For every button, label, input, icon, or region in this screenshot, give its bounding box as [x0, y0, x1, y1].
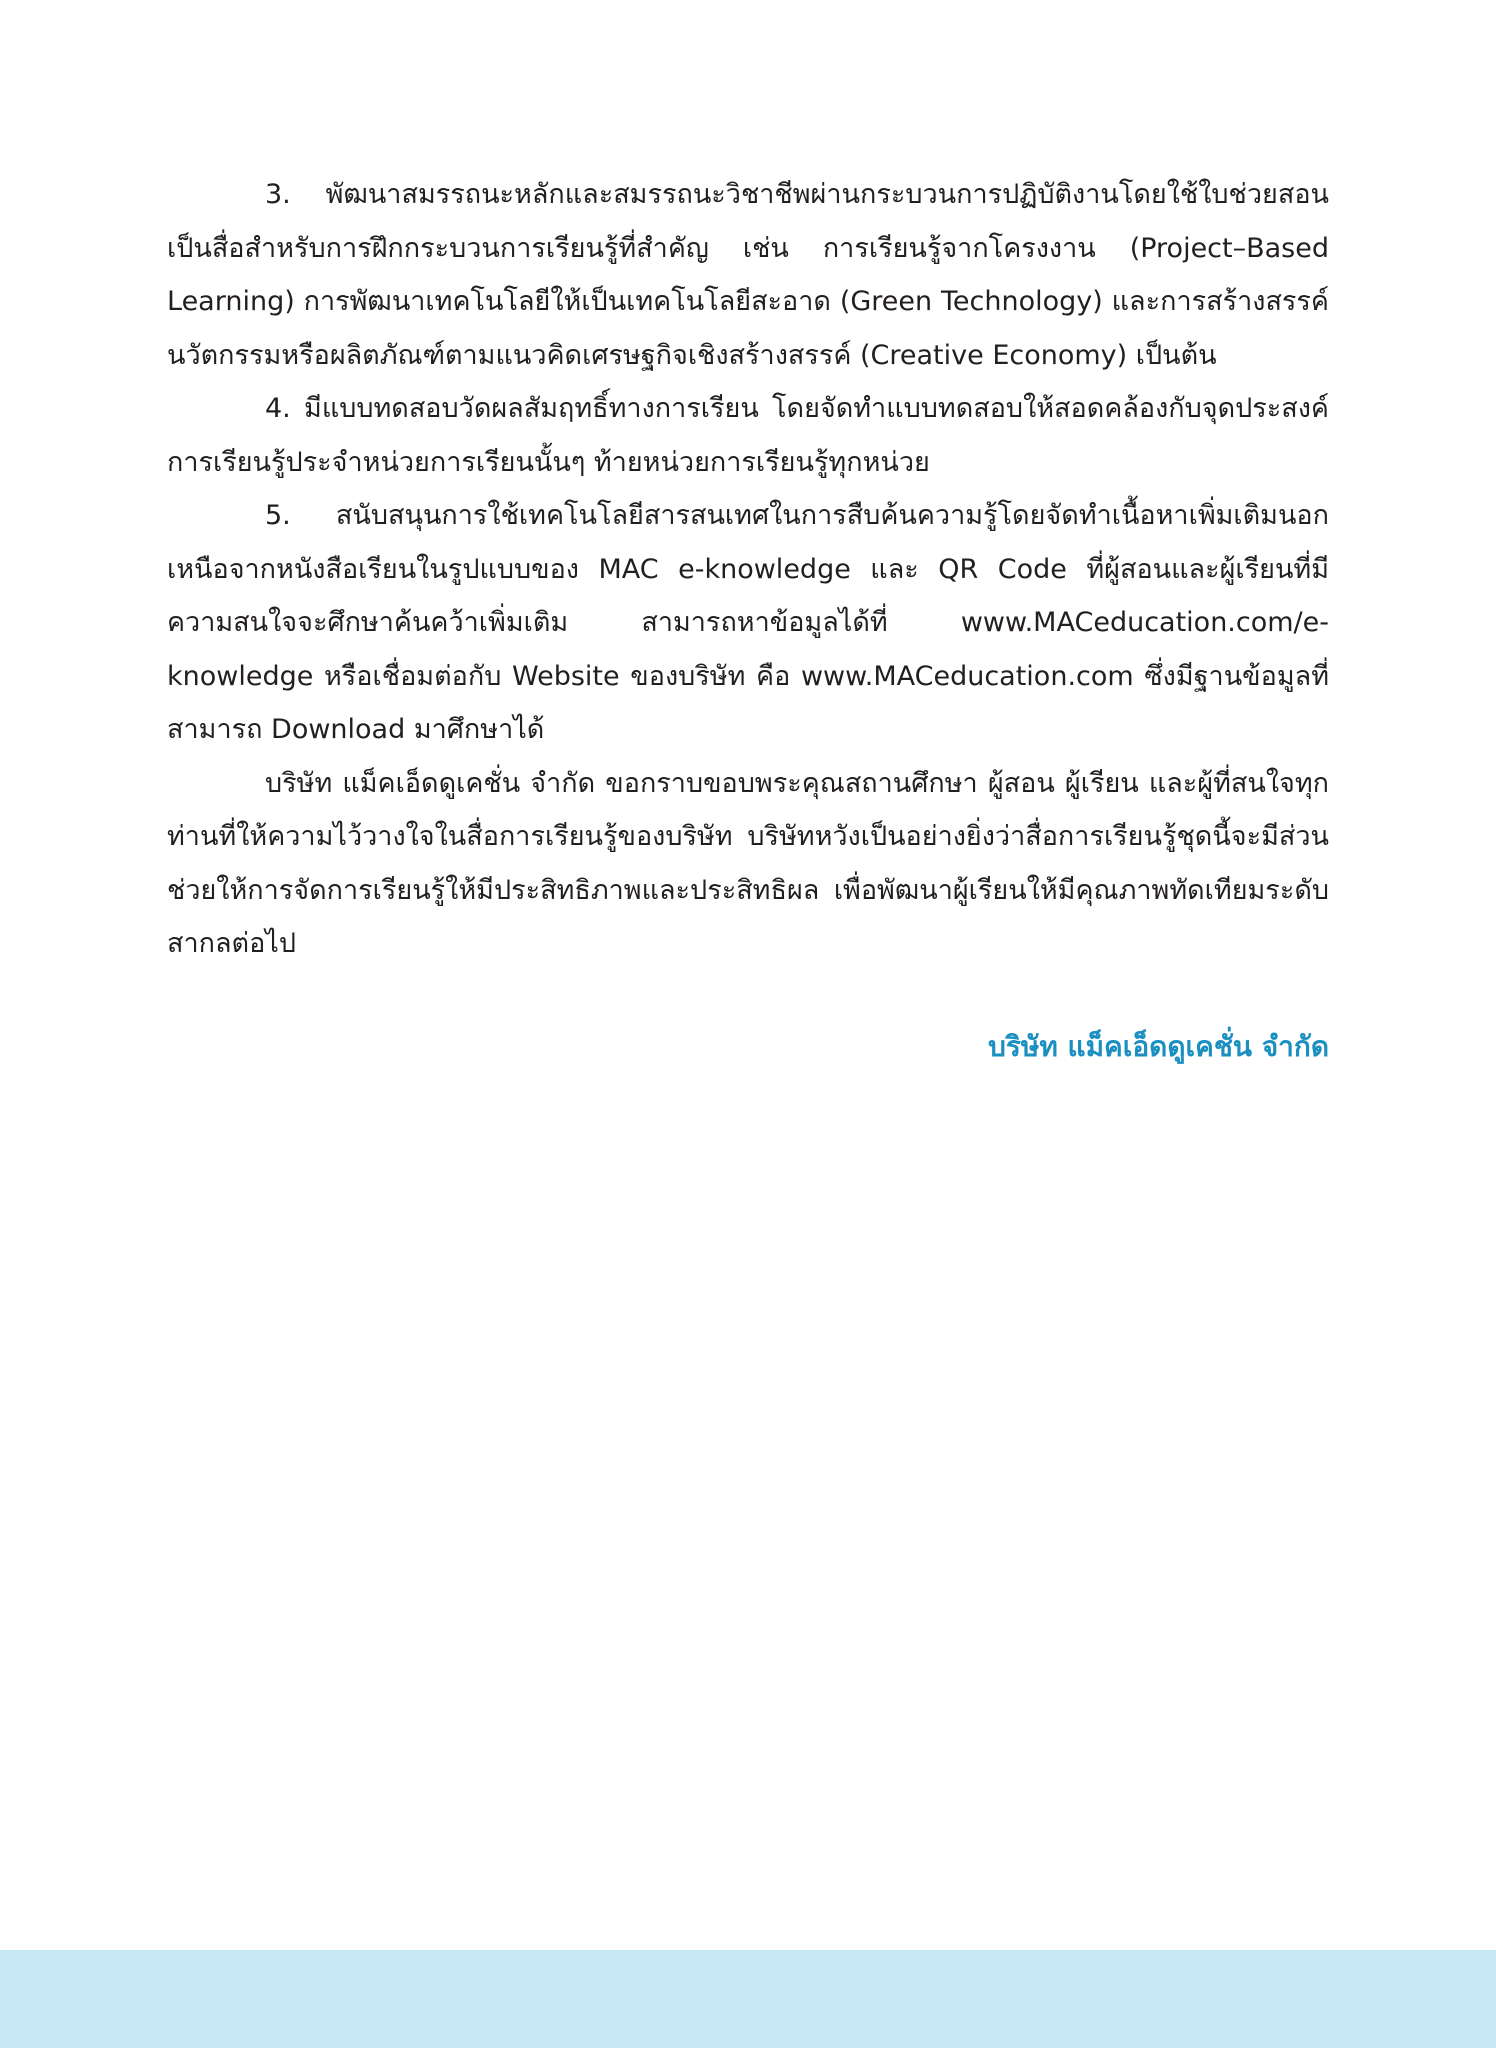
body-text	[167, 168, 1329, 971]
closing-paragraph: บริษัท แม็คเอ็ดดูเคชั่น จำกัด ขอกราบขอบพระคุณสถานศึกษา ผู้สอน ผู้เรียน และผู้ที่สนใจทุกท่านที่ให้ความไว้วางใจในสื่อการเรียนรู้ของบริษัท บริษัทหวังเป็นอย่างยิ่งว่าสื่อการเรียนรู้ชุดนี้จะมีส่วนช่วยให้การจัดการเรียนรู้ให้มีประสิทธิภาพและประสิทธิผล เพื่อพัฒนาผู้เรียนให้มีคุณภาพทัดเทียมระดับสากลต่อไป	[167, 767, 1329, 959]
paragraph-item-3: 3. พัฒนาสมรรถนะหลักและสมรรถนะวิชาชีพผ่านกระบวนการปฏิบัติงานโดยใช้ใบช่วยสอนเป็นสื่อสำหรับการฝึกกระบวนการเรียนรู้ที่สำคัญ เช่น การเรียนรู้จากโครงงาน (Project–Based Learning) การพัฒนาเทคโนโลยีให้เป็นเทคโนโลยีสะอาด (Green Technology) และการสร้างสรรค์นวัตกรรมหรือผลิตภัณฑ์ตามแนวคิดเศรษฐกิจเชิงสร้างสรรค์ (Creative Economy) เป็นต้น	[167, 179, 1329, 371]
footer-band	[0, 1950, 1496, 2048]
paragraph-item-5: 5. สนับสนุนการใช้เทคโนโลยีสารสนเทศในการสืบค้นความรู้โดยจัดทำเนื้อหาเพิ่มเติมนอกเหนือจากหนังสือเรียนในรูปแบบของ MAC e-knowledge และ QR Code ที่ผู้สอนและผู้เรียนที่มีความสนใจจะศึกษาค้นคว้าเพิ่มเติม สามารถหาข้อมูลได้ที่ www.MACeducation.com/e-knowledge หรือเชื่อมต่อกับ Website ของบริษัท คือ www.MACeducation.com ซึ่งมีฐานข้อมูลที่สามารถ Download มาศึกษาได้	[167, 500, 1329, 745]
company-signature: บริษัท แม็คเอ็ดดูเคชั่น จำกัด	[988, 1030, 1329, 1063]
paragraph-item-4: 4. มีแบบทดสอบวัดผลสัมฤทธิ์ทางการเรียน โดยจัดทำแบบทดสอบให้สอดคล้องกับจุดประสงค์การเรียนรู้ประจำหน่วยการเรียนนั้นๆ ท้ายหน่วยการเรียนรู้ทุกหน่วย	[167, 393, 1329, 478]
